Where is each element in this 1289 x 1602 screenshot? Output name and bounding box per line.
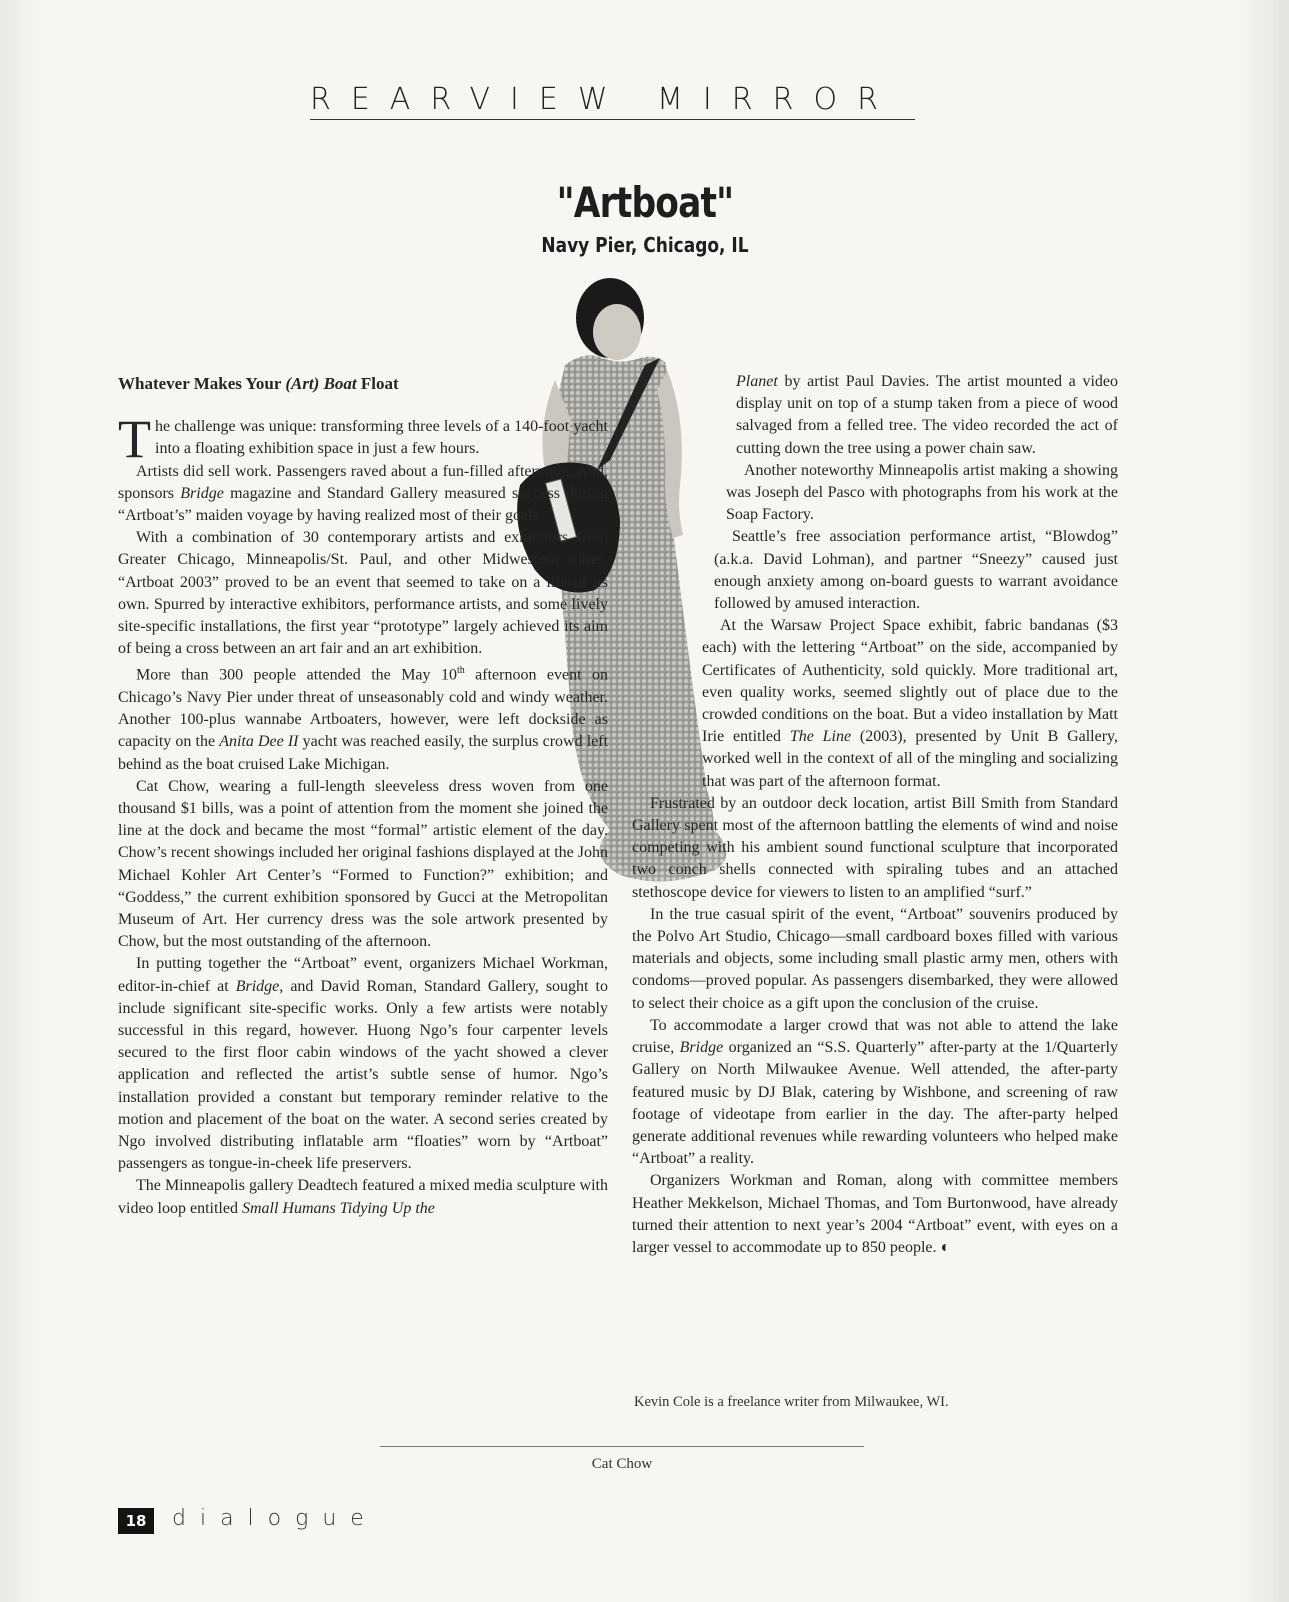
paragraph-9: Another noteworthy Minneapolis artist making a showing was Joseph del Pasco with photographs from his work at the Soap Factory. [726, 461, 1118, 524]
heading-text: Whatever Makes Your [118, 374, 286, 393]
paragraph-text: yacht was reached easily, the surplus crowd left behind as the boat cruised Lake Michigan. [118, 733, 609, 773]
article-title: "Artboat" [556, 178, 734, 227]
paragraph-text: by artist Paul Davies. The artist mounted a video display unit on top of a stump taken from a piece of wood salvaged from a felled tree. The video recorded the act of cutting down the tree using a power chain saw. [736, 373, 1118, 457]
paragraph-text: (2003), presented by Unit B Gallery, worked well in the context of all of the mingling and socializing that was part of the afternoon format. [702, 728, 1119, 790]
paragraph-text: In putting together the “Artboat” event, organizers Michael Workman, editor-in-chief at [118, 955, 608, 995]
paragraph-15 [632, 1170, 1118, 1259]
paragraph-1 [118, 409, 608, 470]
paragraph-text: organized an “S.S. Quarterly” after-party at the 1/Quarterly Gallery on North Milwaukee Avenue. Well attended, the after-party featured music by DJ Blak, catering by Wishbone, and screening of raw footage of videotape from earlier in the day. The after-party helped generate additional revenues while rewarding volunteers who helped make “Artboat” a reality. [632, 1039, 1118, 1168]
paragraph-text: Organizers Workman and Roman, along with committee members Heather Mekkelson, Michael Thomas, and Tom Burtonwood, have already turned their attention to next year’s 2004 “Artboat” event, with eyes on a larger vessel to accommodate up to 850 people. [632, 1172, 1118, 1256]
author-note: Kevin Cole is a freelance writer from Milwaukee, WI. [634, 1394, 949, 1410]
artwork-title-end: Planet [736, 373, 778, 390]
paragraph-text: To accommodate a larger crowd that was not able to attend the lake cruise, [632, 1016, 1118, 1057]
heading-text-end: Float [356, 374, 399, 393]
paragraph-text: he challenge was unique: transforming three levels of a 140-foot yacht into a floating exhibition space in just a few hours. [155, 418, 608, 458]
section-header: REARVIEW MIRROR [310, 82, 915, 120]
magazine-name: Bridge [180, 484, 224, 502]
heading-emphasis: (Art) Boat [285, 374, 357, 393]
article-location: Navy Pier, Chicago, IL [541, 233, 749, 257]
magazine-name-footer: dialogue [172, 1506, 378, 1531]
photo-caption: Cat Chow [591, 1456, 653, 1472]
article-column-left [118, 373, 608, 1220]
paragraph-13: In the true casual spirit of the event, “Artboat” souvenirs produced by the Polvo Art Studio, Chicago—small cardboard boxes filled with various materials and objects, some including small plastic army men, others with condoms—proved popular. As passengers disembarked, they were allowed to select their choice as a gift upon the conclusion of the cruise. [632, 905, 1118, 1012]
magazine-name: Bridge [235, 977, 280, 995]
paragraph-7 [118, 1175, 608, 1219]
paragraph-11 [632, 615, 1118, 793]
paragraph-4 [118, 660, 608, 775]
caption-divider [380, 1446, 864, 1447]
paragraph-text: magazine and Standard Gallery measured success during “Artboat’s” maiden voyage by having realized most of their goals. [118, 484, 608, 525]
paragraph-3: With a combination of 30 contemporary artists and exhibitors from Greater Chicago, Minneapolis/St. Paul, and other Midwestern cities, “Artboat 2003” proved to be an event that seemed to take on a life of its own. Spurred by interactive exhibitors, performance artists, and some lively site-specific installations, the first year “prototype” largely achieved its aim of being a cross between an art fair and an art exhibition. [118, 529, 608, 658]
paragraph-text: More than 300 people attended the May 10 [136, 666, 457, 684]
paragraph-text: , and David Roman, Standard Gallery, sought to include significant site-specific works. Only a few artists were notably successful in this regard, however. Huong Ngo’s four carpenter levels secured to the first floor cabin windows of the yacht showed a clever application and reflected the artist’s subtle sense of humor. Ngo’s installation provided a constant but temporary reminder relative to the motion and placement of the boat on the water. A second series created by Ngo involved distributing inflatable arm “floaties” worn by “Artboat” passengers as tongue-in-cheek life preservers. [118, 977, 608, 1173]
paragraph-6 [118, 953, 608, 1175]
artwork-title: Small Humans Tidying Up the [241, 1199, 435, 1217]
paragraph-14 [632, 1015, 1118, 1170]
end-mark-icon: ◐ [940, 1238, 951, 1256]
yacht-name: Anita Dee II [219, 733, 299, 751]
article-heading [118, 373, 608, 395]
paragraph-text: At the Warsaw Project Space exhibit, fabric bandanas ($3 each) with the lettering “Artboat” on the side, accompanied by Certificates of Authenticity, sold quickly. More traditional art, even quality works, seemed slightly out of place due to the crowded conditions on the boat. But a video installation by Matt Irie entitled [702, 617, 1118, 746]
paragraph-10: Seattle’s free association performance artist, “Blowdog” (a.k.a. David Lohman), and partner “Sneezy” caused just enough anxiety among on-board guests to warrant avoidance followed by amused interaction. [714, 528, 1118, 613]
paragraph-text: afternoon event on Chicago’s Navy Pier under threat of unseasonably cold and windy weather. Another 100-plus wannabe Artboaters, however, were left dockside as capacity on the [118, 666, 609, 751]
ordinal-suffix: th [456, 665, 465, 677]
drop-cap: T [118, 409, 151, 470]
paragraph-text: The Minneapolis gallery Deadtech featured a mixed media sculpture with video loop entitled [118, 1177, 608, 1217]
artwork-title: The Line [789, 728, 852, 746]
paragraph-8 [632, 371, 1118, 460]
paragraph-text: Artists did sell work. Passengers raved about a fun-filled afternoon. And, sponsors [118, 462, 608, 502]
paragraph-2 [118, 461, 608, 528]
article-column-right [632, 371, 1118, 1259]
page-number: 18 [118, 1508, 154, 1534]
magazine-name: Bridge [679, 1039, 724, 1057]
paragraph-5: Cat Chow, wearing a full-length sleeveless dress woven from one thousand $1 bills, was a point of attention from the moment she joined the line at the dock and became the most “formal” artistic element of the day. Chow’s recent showings included her original fashions displayed at the John Michael Kohler Art Center’s “Formed to Function?” exhibition; and “Goddess,” the current exhibition sponsored by Gucci at the Metropolitan Museum of Art. Her currency dress was the sole artwork presented by Chow, but the most outstanding of the afternoon. [118, 777, 608, 951]
paragraph-12: Frustrated by an outdoor deck location, artist Bill Smith from Standard Gallery spent most of the afternoon battling the elements of wind and noise competing with his ambient sound functional sculpture that incorporated two conch shells connected with spiraling tubes and an attached stethoscope device for viewers to listen to an amplified “surf.” [632, 794, 1118, 901]
